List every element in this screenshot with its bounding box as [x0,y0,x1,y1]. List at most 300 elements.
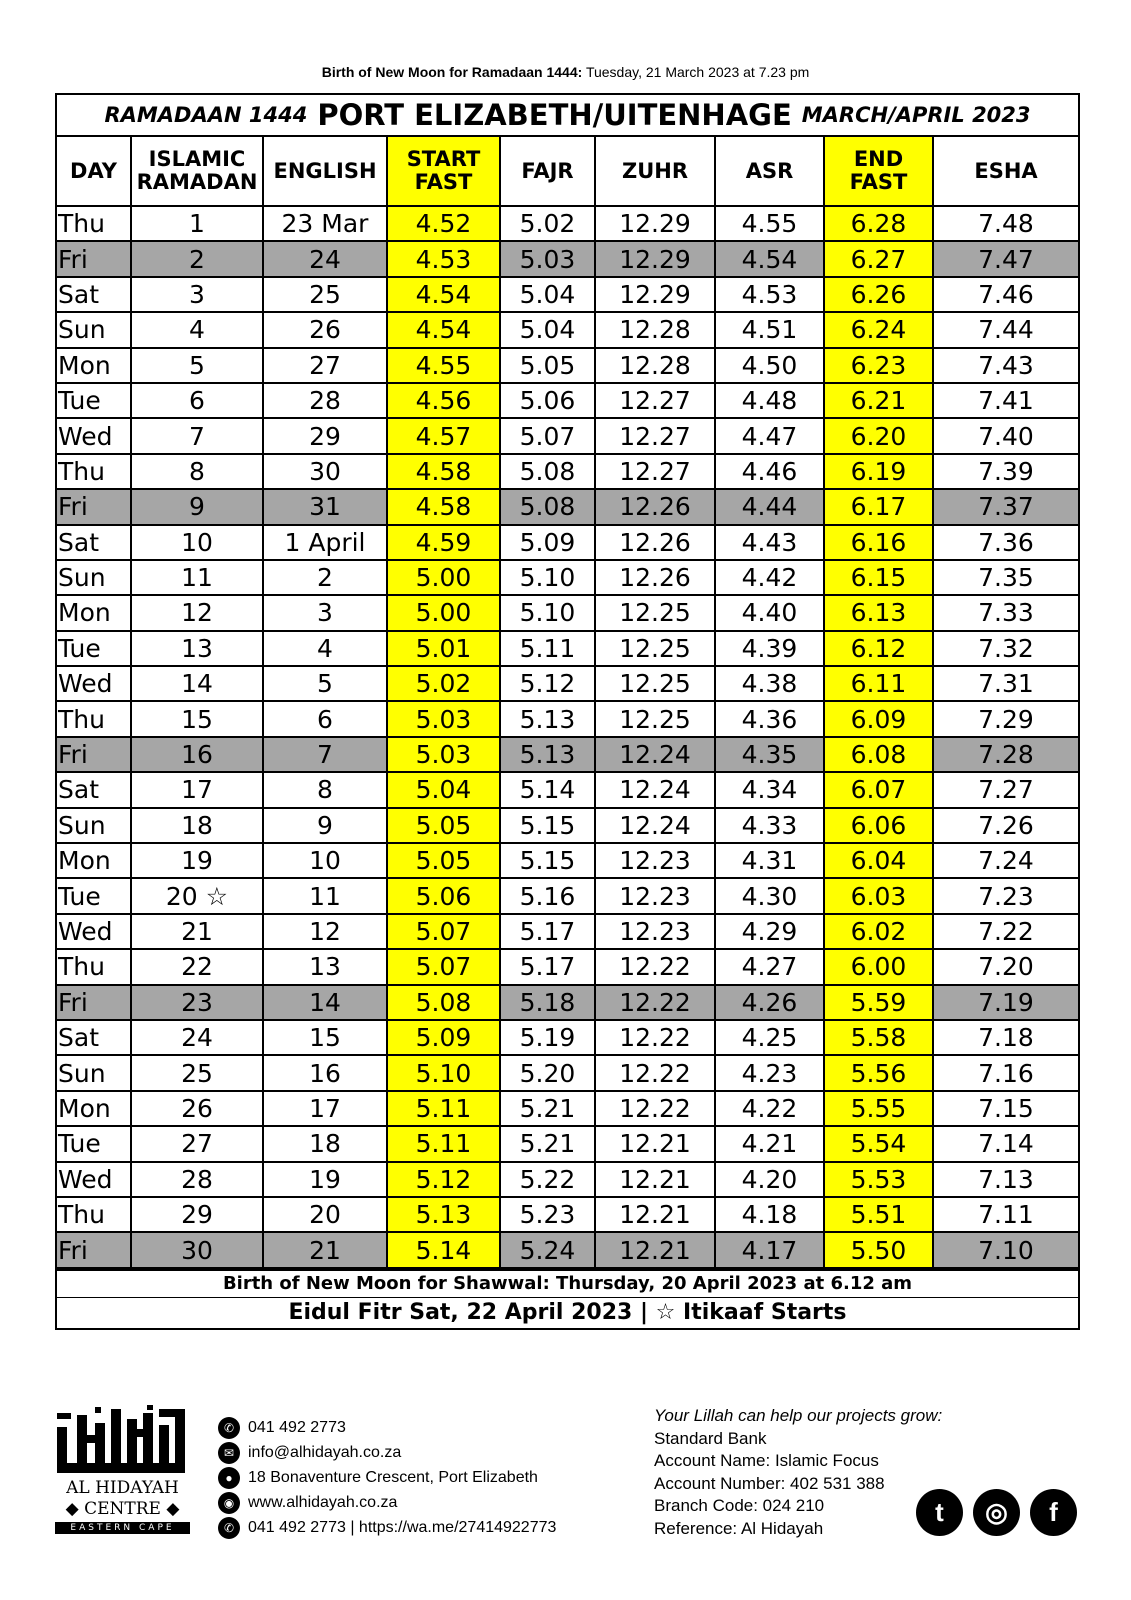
table-cell: 5.16 [500,878,595,913]
table-cell: 12 [131,595,263,630]
table-cell: 7 [263,737,387,772]
table-cell: 5.11 [500,631,595,666]
table-cell: 4.55 [715,206,824,241]
table-cell: 5.10 [500,595,595,630]
table-row [57,843,1078,878]
column-header-islamic [131,137,263,206]
timetable-notes [57,1269,1078,1328]
table-cell: 5.12 [500,666,595,701]
table-cell: Mon [57,843,131,878]
column-header-label: ISLAMIC [148,147,246,171]
table-cell: 4.46 [715,454,824,489]
table-cell: 5.05 [387,808,500,843]
table-cell: 7.13 [933,1162,1078,1197]
table-cell: 13 [263,949,387,984]
table-cell: 12.21 [595,1197,715,1232]
table-cell: 7.36 [933,525,1078,560]
column-header-label-line2: FAST [849,170,908,194]
table-cell: 4.30 [715,878,824,913]
table-cell: 4.22 [715,1091,824,1126]
table-cell: 12.22 [595,1020,715,1055]
table-cell: 5.00 [387,560,500,595]
table-cell: 12.29 [595,206,715,241]
table-cell: 27 [263,348,387,383]
table-row [57,666,1078,701]
contact-item [218,1465,556,1490]
mail-icon: ✉ [218,1442,240,1464]
table-row [57,454,1078,489]
table-cell: 7.28 [933,737,1078,772]
table-cell: 5.01 [387,631,500,666]
table-cell: 14 [263,985,387,1020]
table-cell: 5.13 [500,701,595,736]
table-cell: 6.08 [824,737,933,772]
table-cell: 4 [131,312,263,347]
table-cell: Fri [57,737,131,772]
column-header-label: END [853,147,904,171]
table-cell: Wed [57,914,131,949]
table-row [57,241,1078,276]
table-cell: Mon [57,348,131,383]
table-cell: 5.08 [500,454,595,489]
table-cell: Sat [57,277,131,312]
table-cell: 5.10 [500,560,595,595]
table-cell: 4.17 [715,1232,824,1267]
table-cell: 4.40 [715,595,824,630]
table-cell: 4.25 [715,1020,824,1055]
table-cell: 28 [131,1162,263,1197]
table-cell: 25 [263,277,387,312]
table-cell: 6.12 [824,631,933,666]
table-cell: 5.07 [387,949,500,984]
table-cell: 26 [263,312,387,347]
table-cell: Sun [57,312,131,347]
table-cell: 4.39 [715,631,824,666]
table-cell: 12.25 [595,631,715,666]
table-cell: 5.03 [387,701,500,736]
table-cell: 6.17 [824,489,933,524]
table-cell: 5.53 [824,1162,933,1197]
table-cell: 4.52 [387,206,500,241]
table-cell: 6.06 [824,808,933,843]
table-cell: 12.21 [595,1126,715,1161]
table-cell: 12.22 [595,985,715,1020]
table-cell: Tue [57,631,131,666]
table-cell: 5.22 [500,1162,595,1197]
table-cell: 16 [131,737,263,772]
contact-text: info@alhidayah.co.za [248,1443,402,1461]
table-cell: Mon [57,1091,131,1126]
table-cell: Wed [57,418,131,453]
table-cell: 5 [131,348,263,383]
column-header-label: ENGLISH [273,158,377,183]
table-cell: 5.13 [387,1197,500,1232]
table-cell: 7.35 [933,560,1078,595]
table-row [57,560,1078,595]
table-cell: 12.22 [595,1091,715,1126]
table-cell: 22 [131,949,263,984]
table-cell: 5.04 [500,277,595,312]
table-cell: 20 ☆ [131,878,263,913]
table-cell: 3 [131,277,263,312]
table-cell: 10 [131,525,263,560]
facebook-icon[interactable]: f [1030,1489,1077,1536]
contact-item [218,1440,556,1465]
table-cell: 5.13 [500,737,595,772]
table-cell: 7.10 [933,1232,1078,1267]
table-cell: 5.15 [500,808,595,843]
table-cell: 10 [263,843,387,878]
table-cell: 12.22 [595,949,715,984]
table-cell: 7.40 [933,418,1078,453]
table-cell: 23 [131,985,263,1020]
location-pin-icon: ● [218,1467,240,1489]
table-cell: Thu [57,949,131,984]
table-cell: 20 [263,1197,387,1232]
table-row [57,701,1078,736]
table-cell: 4.54 [387,312,500,347]
table-cell: 13 [131,631,263,666]
table-cell: 2 [131,241,263,276]
table-cell: 12.23 [595,878,715,913]
table-row [57,1126,1078,1161]
column-header-esha [933,137,1078,206]
table-cell: 7.11 [933,1197,1078,1232]
ramadaan-moon-value: Tuesday, 21 March 2023 at 7.23 pm [585,64,810,80]
table-cell: 4.33 [715,808,824,843]
table-cell: 4.27 [715,949,824,984]
table-cell: 12.26 [595,489,715,524]
table-cell: 6.26 [824,277,933,312]
table-cell: 6.16 [824,525,933,560]
column-header-zuhr [595,137,715,206]
table-row [57,949,1078,984]
table-row [57,1197,1078,1232]
table-row [57,595,1078,630]
table-cell: 12.27 [595,383,715,418]
table-cell: Thu [57,701,131,736]
table-cell: 5.08 [500,489,595,524]
table-cell: 7.46 [933,277,1078,312]
table-cell: 5.54 [824,1126,933,1161]
table-cell: 4.44 [715,489,824,524]
contact-item [218,1490,556,1515]
contact-text: 041 492 2773 [248,1418,346,1436]
table-cell: 15 [131,701,263,736]
table-cell: 4.56 [387,383,500,418]
table-cell: 5.07 [387,914,500,949]
table-cell: 6.28 [824,206,933,241]
contact-item [218,1415,556,1440]
table-cell: 4.53 [715,277,824,312]
table-cell: 5.12 [387,1162,500,1197]
table-cell: 7.22 [933,914,1078,949]
table-cell: 7.20 [933,949,1078,984]
table-cell: 4.50 [715,348,824,383]
column-header-label: DAY [70,158,117,183]
table-row [57,808,1078,843]
table-cell: Sun [57,1055,131,1090]
table-cell: Thu [57,454,131,489]
table-row [57,914,1078,949]
table-cell: Fri [57,241,131,276]
table-cell: 16 [263,1055,387,1090]
table-cell: 12.23 [595,914,715,949]
table-cell: 18 [263,1126,387,1161]
table-cell: 12.28 [595,312,715,347]
table-cell: 5.19 [500,1020,595,1055]
table-cell: 7.31 [933,666,1078,701]
table-cell: 27 [131,1126,263,1161]
table-cell: 30 [263,454,387,489]
table-cell: 30 [131,1232,263,1267]
table-cell: 12.23 [595,843,715,878]
ramadaan-moon-label: Birth of New Moon for Ramadaan 1444: [321,64,583,80]
calligraphy-logo-icon [55,1405,190,1477]
table-cell: 12.26 [595,525,715,560]
table-cell: 5.17 [500,914,595,949]
table-cell: 7.14 [933,1126,1078,1161]
table-cell: 5.14 [500,772,595,807]
table-cell: 7.26 [933,808,1078,843]
bank-lead: Your Lillah can help our projects grow: [654,1406,943,1425]
table-cell: 5.03 [500,241,595,276]
title-city: PORT ELIZABETH/UITENHAGE [317,98,792,132]
table-cell: 5.10 [387,1055,500,1090]
table-row [57,206,1078,241]
table-cell: 5.11 [387,1126,500,1161]
table-cell: 7.29 [933,701,1078,736]
table-cell: 4.54 [715,241,824,276]
table-cell: 19 [131,843,263,878]
table-cell: 6.15 [824,560,933,595]
table-cell: 4.42 [715,560,824,595]
table-cell: 23 Mar [263,206,387,241]
table-cell: 6.11 [824,666,933,701]
table-cell: 7.43 [933,348,1078,383]
bank-account-number: Account Number: 402 531 388 [654,1473,885,1493]
table-cell: 4.31 [715,843,824,878]
table-cell: 25 [131,1055,263,1090]
table-cell: 12.21 [595,1232,715,1267]
table-cell: 6.27 [824,241,933,276]
table-cell: Sat [57,772,131,807]
table-cell: 6.00 [824,949,933,984]
table-cell: 14 [131,666,263,701]
column-header-label: FAJR [521,158,574,183]
table-cell: 9 [131,489,263,524]
column-header-start [387,137,500,206]
table-cell: 4.35 [715,737,824,772]
table-cell: 4.58 [387,454,500,489]
table-cell: 3 [263,595,387,630]
table-cell: 7.27 [933,772,1078,807]
table-cell: Sun [57,560,131,595]
table-cell: 12.25 [595,701,715,736]
table-cell: 5.09 [387,1020,500,1055]
table-cell: 5.24 [500,1232,595,1267]
table-cell: 4.53 [387,241,500,276]
table-cell: 5.07 [500,418,595,453]
table-cell: 5.02 [387,666,500,701]
twitter-icon[interactable]: t [916,1489,963,1536]
table-cell: 12 [263,914,387,949]
table-row [57,878,1078,913]
table-cell: Tue [57,1126,131,1161]
table-cell: 4.48 [715,383,824,418]
web-icon: ◉ [218,1492,240,1514]
table-cell: 5.02 [500,206,595,241]
footer [0,1405,1131,1565]
table-cell: 4.51 [715,312,824,347]
table-cell: 4.55 [387,348,500,383]
logo-name-line1: AL HIDAYAH [66,1478,179,1498]
table-cell: 4.58 [387,489,500,524]
table-cell: 4.57 [387,418,500,453]
table-cell: 12.24 [595,808,715,843]
column-header-label: ESHA [974,158,1038,183]
table-cell: 12.29 [595,241,715,276]
table-cell: 28 [263,383,387,418]
column-header-label-line2: RAMADAN [136,170,258,194]
table-cell: 6.04 [824,843,933,878]
table-cell: 4.34 [715,772,824,807]
table-cell: 6.03 [824,878,933,913]
table-cell: 24 [131,1020,263,1055]
table-cell: 5.17 [500,949,595,984]
table-cell: Tue [57,878,131,913]
column-header-label: ZUHR [621,158,689,183]
table-cell: 7.39 [933,454,1078,489]
table-cell: 12.21 [595,1162,715,1197]
table-cell: Fri [57,1232,131,1267]
table-cell: 7.18 [933,1020,1078,1055]
contact-item [218,1515,556,1540]
table-cell: Tue [57,383,131,418]
contact-text: 18 Bonaventure Crescent, Port Elizabeth [248,1468,538,1486]
table-cell: 5.11 [387,1091,500,1126]
table-row [57,1091,1078,1126]
instagram-icon[interactable]: ◎ [973,1489,1020,1536]
table-cell: 12.28 [595,348,715,383]
bank-name: Standard Bank [654,1428,767,1448]
table-cell: 4.29 [715,914,824,949]
column-header-english [263,137,387,206]
column-header-label: ASR [745,158,794,183]
table-cell: 12.24 [595,772,715,807]
table-cell: 7.48 [933,206,1078,241]
table-cell: 4.38 [715,666,824,701]
table-cell: 4.26 [715,985,824,1020]
table-cell: 29 [131,1197,263,1232]
column-header-fajr [500,137,595,206]
table-cell: 5.06 [500,383,595,418]
timetable [57,137,1078,1269]
bank-reference: Reference: Al Hidayah [654,1518,824,1538]
table-cell: 6.19 [824,454,933,489]
table-cell: 5.59 [824,985,933,1020]
table-cell: 5.03 [387,737,500,772]
table-cell: 21 [263,1232,387,1267]
table-row [57,277,1078,312]
table-row [57,418,1078,453]
table-cell: 7.44 [933,312,1078,347]
table-cell: 5.21 [500,1091,595,1126]
title-ramadaan: RAMADAAN 1444 [104,103,308,127]
table-row [57,489,1078,524]
table-row [57,1055,1078,1090]
table-cell: 4.59 [387,525,500,560]
table-cell: 31 [263,489,387,524]
table-cell: 7.41 [933,383,1078,418]
table-cell: 5.00 [387,595,500,630]
table-cell: 5.20 [500,1055,595,1090]
table-cell: 6.09 [824,701,933,736]
table-cell: 12.24 [595,737,715,772]
table-cell: 7.33 [933,595,1078,630]
ramadaan-moon-note [0,64,1131,80]
table-cell: 5.04 [500,312,595,347]
al-hidayah-logo [55,1405,190,1534]
table-cell: 8 [263,772,387,807]
table-cell: 5.05 [387,843,500,878]
table-cell: 21 [131,914,263,949]
table-cell: 4 [263,631,387,666]
table-cell: 12.22 [595,1055,715,1090]
column-header-label: START [406,147,481,171]
table-cell: 5.55 [824,1091,933,1126]
whatsapp-icon: ✆ [218,1517,240,1539]
table-cell: Sun [57,808,131,843]
table-cell: 5.21 [500,1126,595,1161]
table-cell: 24 [263,241,387,276]
bank-details [654,1405,942,1540]
table-cell: 11 [263,878,387,913]
table-cell: 4.21 [715,1126,824,1161]
timetable-body [57,206,1078,1268]
table-cell: 5.05 [500,348,595,383]
table-cell: 7.47 [933,241,1078,276]
table-cell: 8 [131,454,263,489]
table-cell: 6.20 [824,418,933,453]
table-cell: 4.43 [715,525,824,560]
table-cell: 7.15 [933,1091,1078,1126]
table-cell: 5.08 [387,985,500,1020]
table-cell: Thu [57,206,131,241]
column-header-day [57,137,131,206]
table-cell: 5.09 [500,525,595,560]
table-cell: 19 [263,1162,387,1197]
table-cell: 6.23 [824,348,933,383]
table-cell: 7.24 [933,843,1078,878]
contact-list [218,1415,556,1540]
table-cell: Fri [57,489,131,524]
title-months: MARCH/APRIL 2023 [801,103,1031,127]
table-cell: 5.56 [824,1055,933,1090]
table-cell: 4.20 [715,1162,824,1197]
timetable-header-row [57,137,1078,206]
table-cell: 7 [131,418,263,453]
table-cell: 6.24 [824,312,933,347]
table-cell: Wed [57,666,131,701]
table-row [57,985,1078,1020]
table-row [57,631,1078,666]
table-cell: 12.27 [595,454,715,489]
column-header-end [824,137,933,206]
table-cell: 1 [131,206,263,241]
table-cell: 7.19 [933,985,1078,1020]
table-cell: 4.36 [715,701,824,736]
